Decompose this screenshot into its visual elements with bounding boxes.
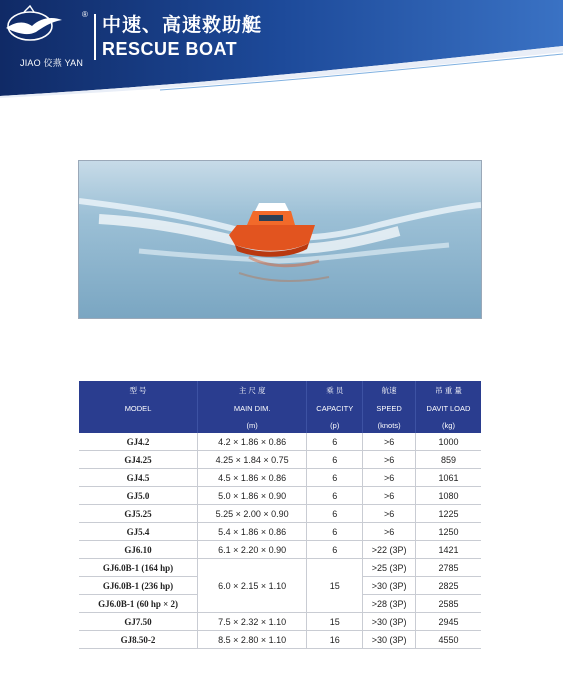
- dim-cell: 5.0 × 1.86 × 0.90: [198, 487, 307, 505]
- speed-cell: >30 (3P): [363, 631, 416, 649]
- header-speed: SPEED: [363, 399, 416, 417]
- boat-photo: [78, 160, 482, 319]
- dim-cell-merged: 6.0 × 2.15 × 1.10: [198, 559, 307, 613]
- dim-cell: 7.5 × 2.32 × 1.10: [198, 613, 307, 631]
- dim-cell: 5.4 × 1.86 × 0.86: [198, 523, 307, 541]
- table-row: [79, 451, 481, 469]
- table-row: [79, 433, 481, 451]
- load-cell: 4550: [415, 631, 481, 649]
- speed-cell: >28 (3P): [363, 595, 416, 613]
- model-cell: GJ4.2: [79, 433, 198, 451]
- dim-cell: 5.25 × 2.00 × 0.90: [198, 505, 307, 523]
- header-capacity: CAPACITY: [307, 399, 363, 417]
- header-speed-unit: (knots): [363, 417, 416, 433]
- load-cell: 1000: [415, 433, 481, 451]
- speed-cell: >30 (3P): [363, 613, 416, 631]
- load-cell: 1421: [415, 541, 481, 559]
- capacity-cell: 6: [307, 505, 363, 523]
- table-row: [79, 613, 481, 631]
- speed-cell: >30 (3P): [363, 577, 416, 595]
- table-row: [79, 505, 481, 523]
- header-load-unit: (kg): [415, 417, 481, 433]
- model-cell: GJ7.50: [79, 613, 198, 631]
- swallow-logo-icon: [0, 0, 70, 60]
- header-capacity-cn: 乘 员: [307, 381, 363, 399]
- capacity-cell: 6: [307, 487, 363, 505]
- load-cell: 1250: [415, 523, 481, 541]
- table-row: [79, 559, 481, 577]
- model-cell: GJ5.25: [79, 505, 198, 523]
- model-cell: GJ6.0B-1 (236 hp): [79, 577, 198, 595]
- table-row: [79, 631, 481, 649]
- dim-cell: 4.5 × 1.86 × 0.86: [198, 469, 307, 487]
- header-load: DAVIT LOAD: [415, 399, 481, 417]
- header-dim: MAIN DIM.: [198, 399, 307, 417]
- brand-name: JIAO 佼燕 YAN: [20, 58, 84, 68]
- dim-cell: 6.1 × 2.20 × 0.90: [198, 541, 307, 559]
- header-model-unit: [79, 417, 198, 433]
- page-title-cn: 中速、高速救助艇: [102, 14, 263, 36]
- model-cell: GJ5.0: [79, 487, 198, 505]
- model-cell: GJ6.0B-1 (60 hp × 2): [79, 595, 198, 613]
- specs-table: [79, 381, 481, 649]
- model-cell: GJ4.5: [79, 469, 198, 487]
- capacity-cell: 15: [307, 613, 363, 631]
- model-cell: GJ6.10: [79, 541, 198, 559]
- speed-cell: >22 (3P): [363, 541, 416, 559]
- header-dim-cn: 主 尺 度: [198, 381, 307, 399]
- load-cell: 2825: [415, 577, 481, 595]
- capacity-cell: 16: [307, 631, 363, 649]
- dim-cell: 4.25 × 1.84 × 0.75: [198, 451, 307, 469]
- load-cell: 1061: [415, 469, 481, 487]
- capacity-cell: 6: [307, 451, 363, 469]
- load-cell: 1080: [415, 487, 481, 505]
- speed-cell: >6: [363, 469, 416, 487]
- title-divider: [94, 14, 96, 60]
- capacity-cell: 6: [307, 541, 363, 559]
- speed-cell: >25 (3P): [363, 559, 416, 577]
- header-speed-cn: 航速: [363, 381, 416, 399]
- page-header: [0, 0, 563, 98]
- header-load-cn: 吊 重 量: [415, 381, 481, 399]
- page-title-en: RESCUE BOAT: [102, 39, 238, 59]
- dim-cell: 4.2 × 1.86 × 0.86: [198, 433, 307, 451]
- model-cell: GJ8.50-2: [79, 631, 198, 649]
- table-row: [79, 523, 481, 541]
- load-cell: 859: [415, 451, 481, 469]
- speed-cell: >6: [363, 451, 416, 469]
- capacity-cell: 6: [307, 469, 363, 487]
- header-capacity-unit: (p): [307, 417, 363, 433]
- speed-cell: >6: [363, 505, 416, 523]
- header-dim-unit: (m): [198, 417, 307, 433]
- capacity-cell: 6: [307, 523, 363, 541]
- boat-photo-icon: [79, 161, 481, 318]
- model-cell: GJ6.0B-1 (164 hp): [79, 559, 198, 577]
- capacity-cell: 6: [307, 433, 363, 451]
- load-cell: 1225: [415, 505, 481, 523]
- table-row: [79, 487, 481, 505]
- speed-cell: >6: [363, 487, 416, 505]
- capacity-cell-merged: 15: [307, 559, 363, 613]
- table-row: [79, 541, 481, 559]
- model-cell: GJ4.25: [79, 451, 198, 469]
- speed-cell: >6: [363, 523, 416, 541]
- dim-cell: 8.5 × 2.80 × 1.10: [198, 631, 307, 649]
- table-row: [79, 469, 481, 487]
- speed-cell: >6: [363, 433, 416, 451]
- load-cell: 2785: [415, 559, 481, 577]
- load-cell: 2945: [415, 613, 481, 631]
- header-model-cn: 型 号: [79, 381, 198, 399]
- header-model: MODEL: [79, 399, 198, 417]
- registered-mark: ®: [82, 10, 88, 19]
- model-cell: GJ5.4: [79, 523, 198, 541]
- load-cell: 2585: [415, 595, 481, 613]
